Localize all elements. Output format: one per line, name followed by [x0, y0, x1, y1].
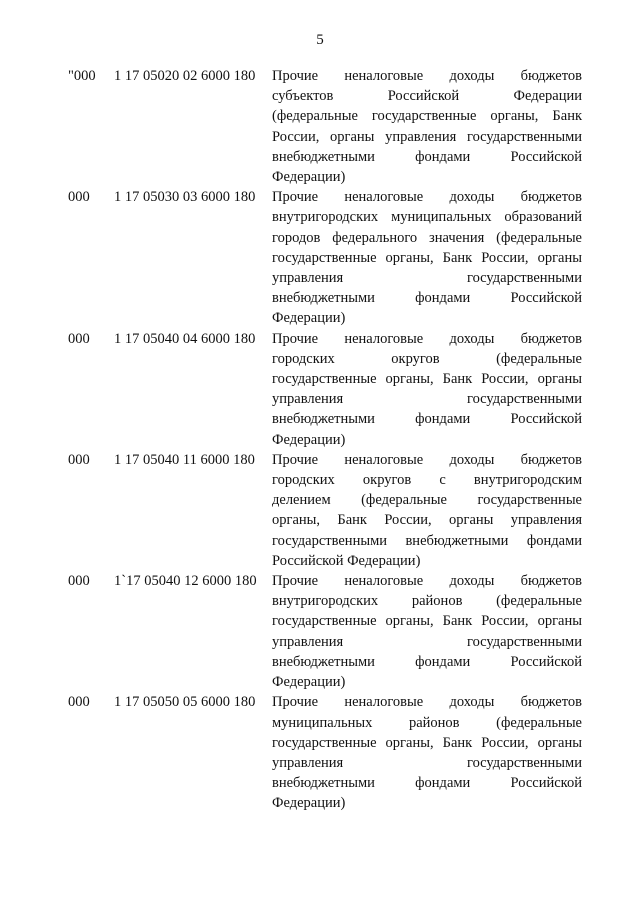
description-line: городских округов (федеральные	[272, 350, 582, 367]
budget-code-table	[68, 66, 582, 814]
table-row	[68, 187, 582, 328]
table-row	[68, 571, 582, 692]
description-line: Прочие неналоговые доходы бюджетов	[272, 694, 582, 711]
description-line: России, органы управления государственными	[272, 128, 582, 145]
description-line: Прочие неналоговые доходы бюджетов	[272, 451, 582, 468]
kbk-code: 1 17 05040 11 6000 180	[114, 451, 255, 468]
description-line: внебюджетными фондами Российской	[272, 290, 582, 307]
income-description	[272, 571, 582, 692]
description-line: управления государственными	[272, 633, 582, 650]
description-line: Прочие неналоговые доходы бюджетов	[272, 68, 582, 84]
description-line: управления государственными	[272, 754, 582, 771]
admin-code: 000	[68, 694, 90, 711]
description-line: государственные органы, Банк России, органы	[272, 734, 582, 751]
kbk-code: 1`17 05040 12 6000 180	[114, 573, 257, 590]
description-line: Прочие неналоговые доходы бюджетов	[272, 330, 582, 347]
kbk-code: 1 17 05050 05 6000 180	[114, 694, 256, 711]
description-line: государственные органы, Банк России, органы	[272, 613, 582, 630]
description-line: Российской Федерации)	[272, 552, 421, 569]
kbk-code: 1 17 05020 02 6000 180	[114, 68, 256, 84]
admin-code: 000	[68, 573, 90, 590]
description-line: государственные органы, Банк России, органы	[272, 249, 582, 266]
description-line: внебюджетными фондами Российской	[272, 775, 582, 792]
page-number: 5	[316, 32, 324, 48]
table-row	[68, 450, 582, 571]
income-description	[272, 66, 582, 187]
income-description	[272, 329, 582, 450]
description-line: Прочие неналоговые доходы бюджетов	[272, 189, 582, 206]
description-line: внебюджетными фондами Российской	[272, 653, 582, 670]
description-line: городов федерального значения (федеральные	[272, 229, 582, 246]
description-line: внебюджетными фондами Российской	[272, 148, 582, 165]
table-row	[68, 66, 582, 187]
description-line: внебюджетными фондами Российской	[272, 411, 582, 428]
description-line: Федерации)	[272, 169, 346, 186]
kbk-code: 1 17 05040 04 6000 180	[114, 330, 256, 347]
income-description	[272, 692, 582, 813]
description-line: Прочие неналоговые доходы бюджетов	[272, 573, 582, 590]
description-line: делением (федеральные государственные	[272, 492, 582, 509]
admin-code: "000	[68, 68, 96, 84]
admin-code: 000	[68, 189, 90, 206]
admin-code: 000	[68, 451, 90, 468]
description-line: государственные органы, Банк России, органы	[272, 371, 582, 388]
description-line: Федерации)	[272, 674, 346, 691]
description-line: субъектов Российской Федерации	[272, 88, 582, 105]
description-line: органы, Банк России, органы управления	[272, 512, 582, 529]
table-row	[68, 692, 582, 813]
income-description	[272, 450, 582, 571]
description-line: муниципальных районов (федеральные	[272, 714, 582, 731]
description-line: Федерации)	[272, 795, 346, 812]
description-line: Федерации)	[272, 310, 346, 327]
income-description	[272, 187, 582, 328]
table-row	[68, 329, 582, 450]
description-line: Федерации)	[272, 431, 346, 448]
description-line: государственными внебюджетными фондами	[272, 532, 582, 549]
description-line: (федеральные государственные органы, Банк	[272, 108, 582, 125]
description-line: внутригородских районов (федеральные	[272, 593, 582, 610]
admin-code: 000	[68, 330, 90, 347]
description-line: внутригородских муниципальных образований	[272, 209, 582, 226]
description-line: управления государственными	[272, 391, 582, 408]
description-line: городских округов с внутригородским	[272, 472, 582, 489]
kbk-code: 1 17 05030 03 6000 180	[114, 189, 256, 206]
description-line: управления государственными	[272, 270, 582, 287]
